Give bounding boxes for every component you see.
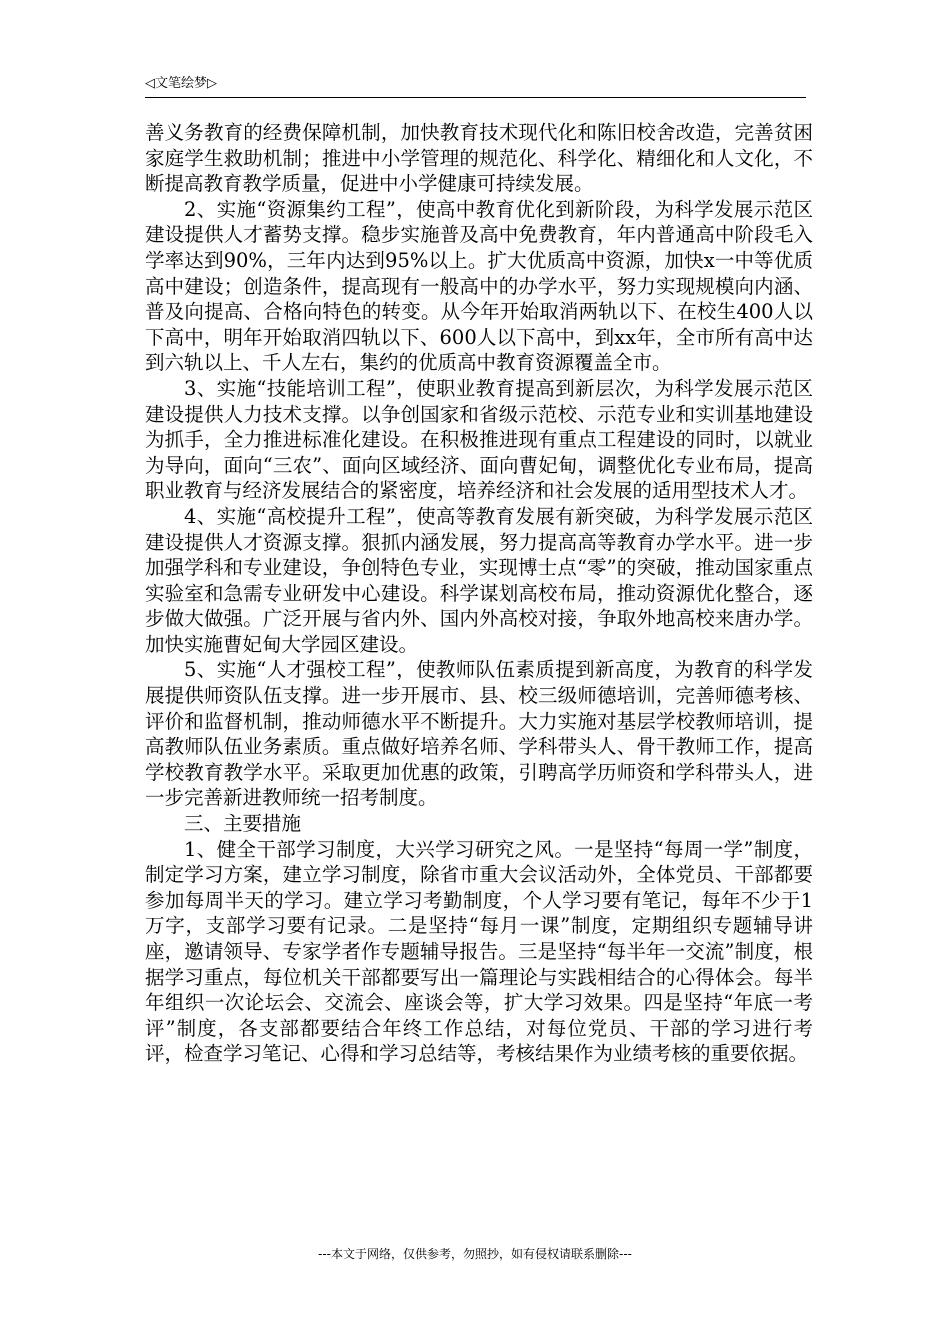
paragraph-skills-training: 3、实施“技能培训工程”，使职业教育提高到新层次，为科学发展示范区建设提供人力技术支撑。以争创国家和省级示范校、示范专业和实训基地建设为抓手，全力推进标准化建设。在积极推进现有重点工程建设的同时，以就业为导向，面向“三农”、面向区域经济、面向曹妃甸，调整优化专业布局，提高职业教育与经济发展结合的紧密度，培养经济和社会发展的适用型技术人才。	[145, 376, 813, 503]
paragraph-university-upgrade: 4、实施“高校提升工程”，使高等教育发展有新突破，为科学发展示范区建设提供人才资源支撑。狠抓内涵发展，努力提高高等教育办学水平。进一步加强学科和专业建设，争创特色专业，实现博士点“零”的突破，推动国家重点实验室和急需专业研发中心建设。科学谋划高校布局，推动资源优化整合，逐步做大做强。广泛开展与省内外、国内外高校对接，争取外地高校来唐办学。加快实施曹妃甸大学园区建设。	[145, 504, 813, 656]
section-heading-measures: 三、主要措施	[184, 812, 302, 836]
page-footer: ---本文于网络，仅供参考，勿照抄，如有侵权请联系删除---	[318, 1247, 632, 1261]
page-header: ◁文笔绘梦▷	[145, 76, 217, 91]
document-body	[145, 120, 813, 1067]
header-divider	[145, 97, 806, 98]
paragraph-talent-schools: 5、实施“人才强校工程”，使教师队伍素质提到新高度，为教育的科学发展提供师资队伍支撑。进一步开展市、县、校三级师德培训，完善师德考核、评价和监督机制，推动师德水平不断提升。大力实施对基层学校教师培训，提高教师队伍业务素质。重点做好培养名师、学科带头人、骨干教师工作，提高学校教育教学水平。采取更加优惠的政策，引聘高学历师资和学科带头人，进一步完善新进教师统一招考制度。	[145, 658, 813, 810]
paragraph-study-system: 1、健全干部学习制度，大兴学习研究之风。一是坚持“每周一学”制度，制定学习方案，建立学习制度，除省市重大会议活动外，全体党员、干部都要参加每周半天的学习。建立学习考勤制度，个人学习要有笔记，每年不少于1万字，支部学习要有记录。二是坚持“每月一课”制度，定期组织专题辅导讲座，邀请领导、专家学者作专题辅导报告。三是坚持“每半年一交流”制度，根据学习重点，每位机关干部都要写出一篇理论与实践相结合的心得体会。每半年组织一次论坛会、交流会、座谈会等，扩大学习效果。四是坚持“年底一考评”制度，各支部都要结合年终工作总结，对每位党员、干部的学习进行考评，检查学习笔记、心得和学习总结等，考核结果作为业绩考核的重要依据。	[145, 837, 813, 1066]
paragraph-continuation: 善义务教育的经费保障机制，加快教育技术现代化和陈旧校舍改造，完善贫困家庭学生救助机制；推进中小学管理的规范化、科学化、精细化和人文化，不断提高教育教学质量，促进中小学健康可持续发展。	[145, 121, 813, 196]
paragraph-resource-project: 2、实施“资源集约工程”，使高中教育优化到新阶段，为科学发展示范区建设提供人才蓄势支撑。稳步实施普及高中免费教育，年内普通高中阶段毛入学率达到90%，三年内达到95%以上。扩大优质高中资源，加快x一中等优质高中建设；创造条件，提高现有一般高中的办学水平，努力实现规模向内涵、普及向提高、合格向特色的转变。从今年开始取消两轨以下、在校生400人以下高中，明年开始取消四轨以下、600人以下高中，到xx年，全市所有高中达到六轨以上、千人左右，集约的优质高中教育资源覆盖全市。	[145, 197, 813, 375]
